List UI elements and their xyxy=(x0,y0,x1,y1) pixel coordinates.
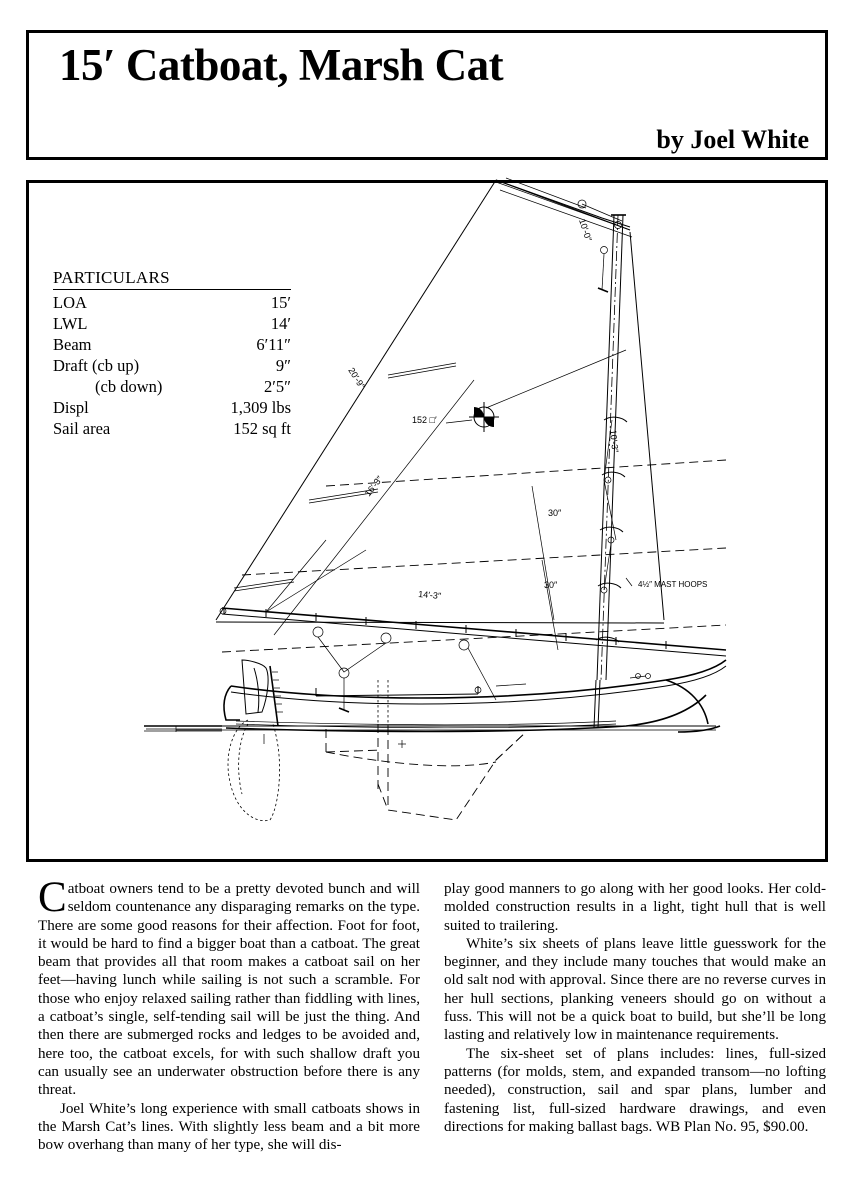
paragraph xyxy=(38,1100,420,1155)
drawing-annotations xyxy=(346,218,707,602)
table-row xyxy=(53,334,291,355)
particulars-label-lwl: LWL xyxy=(53,313,88,333)
annotation-16-3: 16′-3″ xyxy=(362,474,385,499)
particulars-label-loa: LOA xyxy=(53,292,87,312)
table-row xyxy=(53,355,291,376)
particulars-value-draft-cb-up: 9″ xyxy=(275,355,291,375)
particulars-divider xyxy=(53,289,291,290)
particulars-value-beam: 6′11″ xyxy=(256,334,291,354)
particulars-value-displ: 1,309 lbs xyxy=(230,398,291,418)
particulars-label-draft-cb-up: Draft (cb up) xyxy=(53,355,140,375)
particulars-table xyxy=(53,268,291,440)
article-column-right xyxy=(444,880,826,1136)
particulars-label-beam: Beam xyxy=(53,334,92,354)
center-of-effort-symbol xyxy=(446,402,499,432)
sail-plan-drawing xyxy=(26,120,828,865)
annotation-mast-hoops: 4½″ MAST HOOPS xyxy=(638,580,708,589)
annotation-sail-area: 152 □′ xyxy=(412,415,437,425)
table-row xyxy=(53,292,291,313)
particulars-label-draft-cb-down: (cb down) xyxy=(95,377,163,396)
paragraph xyxy=(444,935,826,1045)
paragraph-text: play good manners to go along with her good looks. Her cold-molded construction results in a light, tight hull that is well suited to trailering. xyxy=(444,881,826,934)
dimension-lines xyxy=(222,350,726,652)
particulars-heading: PARTICULARS xyxy=(53,268,170,287)
paragraph-text: atboat owners tend to be a pretty devoted bunch and will seldom countenance any disparaging remarks on the type. There are some good reasons for their affection. Foot for foot, it would be hard to find a bigger boat than a catboat. The great beam that provides all that room makes a catboat sail on her feet—having lunch while sailing is not such a scramble. For those who enjoy relaxed sailing rather than fiddling with lines, a catboat’s single, self-tending sail will be just the thing. And then there are submerged rocks and ledges to be avoided and, here too, the catboat excels, for with such shallow draft you can usually see an underwater obstruction before there is any threat. xyxy=(38,881,420,1099)
annotation-14-3: 14′-3″ xyxy=(417,589,442,601)
annotation-10-0: 10′-0″ xyxy=(577,217,594,243)
table-row xyxy=(53,419,291,440)
article-column-left xyxy=(38,874,420,1154)
particulars-label-displ: Displ xyxy=(53,398,89,418)
paragraph xyxy=(444,880,826,935)
particulars-value-sail-area: 152 sq ft xyxy=(233,419,291,439)
paragraph-text: The six-sheet set of plans includes: lines, full-sized patterns (for molds, stem, and expanded transom—no lofting needed), construction, sail and spar plans, lumber and fastening list, full-sized hardware drawings, and even directions for making ballast bags. WB Plan No. 95, $90.00. xyxy=(444,1045,826,1135)
paragraph-text: Joel White’s long experience with small catboats shows in the Marsh Cat’s lines. With slightly less beam and a bit more bow overhang than many of her type, she will dis- xyxy=(38,1100,420,1154)
annotation-30-upper: 30″ xyxy=(548,508,562,518)
annotation-20-9: 20′-9″ xyxy=(346,365,367,391)
paragraph-text: White’s six sheets of plans leave little guesswork for the beginner, and they include many touches that would make an old salt nod with approval. Since there are no reverse curves in her hull sections, planking veneers should go on without a fuss. This will not be a quick boat to build, but she’ll be long lasting and relatively low in maintenance requirements. xyxy=(444,935,826,1044)
particulars-value-lwl: 14′ xyxy=(270,313,291,333)
particulars-label-sail-area: Sail area xyxy=(53,419,111,439)
boom xyxy=(220,540,726,712)
page-title: 15′ Catboat, Marsh Cat xyxy=(59,40,504,90)
hull-profile xyxy=(176,660,726,732)
table-row xyxy=(53,398,291,419)
annotation-10-3: 10′-3″ xyxy=(608,429,621,453)
sail-plan-figure xyxy=(26,180,828,862)
annotation-30-lower: 30″ xyxy=(544,580,558,590)
centerboard-and-rudder-down xyxy=(176,680,526,821)
paragraph xyxy=(444,1045,826,1136)
author-byline: by Joel White xyxy=(656,125,809,154)
particulars-value-loa: 15′ xyxy=(270,292,291,312)
table-row xyxy=(53,313,291,334)
drop-cap: C xyxy=(38,874,67,921)
title-box xyxy=(26,30,828,160)
paragraph xyxy=(38,874,420,1100)
table-row xyxy=(53,377,291,398)
particulars-value-draft-cb-down: 2′5″ xyxy=(264,377,291,396)
